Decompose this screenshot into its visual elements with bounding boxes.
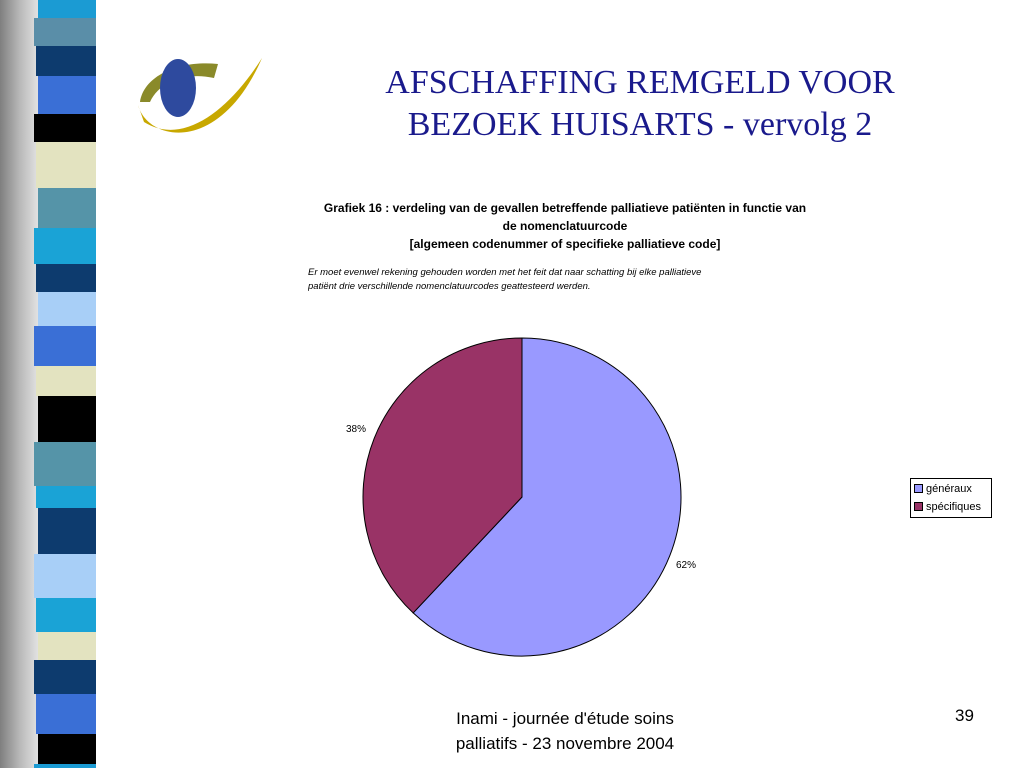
legend-swatch-specifiques xyxy=(914,502,923,511)
legend-item-specifiques xyxy=(914,499,981,515)
chart-title-line-2: de nomenclatuurcode xyxy=(502,219,628,233)
pie-label-specifiques: 38% xyxy=(345,424,367,435)
legend-label-specifiques: spécifiques xyxy=(926,501,982,513)
page-number: 39 xyxy=(955,706,974,725)
slide-footer xyxy=(400,706,730,756)
chart-note-line-1: Er moet evenwel rekening gehouden worden met het feit dat naar schatting bij elke palliatieve xyxy=(308,267,702,278)
chart-note-line-2: patiënt drie verschillende nomenclatuurcodes geattesteerd werden. xyxy=(308,281,591,292)
footer-line-2: palliatifs - 23 novembre 2004 xyxy=(455,734,675,753)
chart-legend xyxy=(910,478,992,518)
slide-title-line-2: BEZOEK HUISARTS - vervolg 2 xyxy=(407,106,873,143)
pie-label-generaux: 62% xyxy=(675,560,697,571)
chart-title-line-1: Grafiek 16 : verdeling van de gevallen betreffende palliatieve patiënten in functie van xyxy=(323,201,807,215)
legend-swatch-generaux xyxy=(914,484,923,493)
legend-label-generaux: généraux xyxy=(926,483,972,495)
chart-title-line-3: [algemeen codenummer of specifieke palliatieve code] xyxy=(409,237,721,251)
footer-line-1: Inami - journée d'étude soins xyxy=(456,709,674,728)
slide-title-line-1: AFSCHAFFING REMGELD VOOR xyxy=(385,64,895,101)
legend-item-generaux xyxy=(914,481,972,497)
